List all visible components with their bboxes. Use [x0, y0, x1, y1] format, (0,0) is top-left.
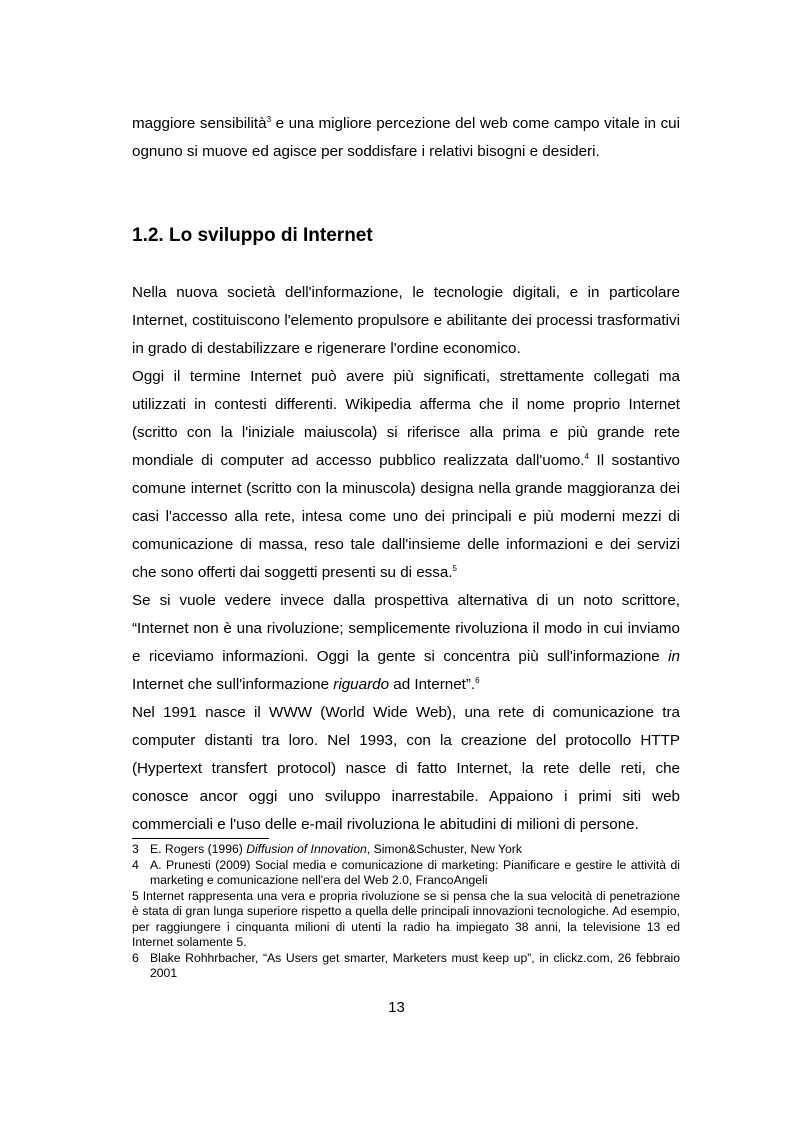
footnote-text: A. Prunesti (2009) Social media e comunicazione di marketing: Pianificare e gestire le attività di marketing e comunicazione nell'era del Web 2.0, FrancoAngeli — [150, 857, 680, 887]
paragraph-1: Nella nuova società dell'informazione, le tecnologie digitali, e in particolare Internet, costituiscono l'elemento propulsore e abilitante dei processi trasformativi in grado di destabilizzare e rigenerare l'ordine economico. — [132, 284, 680, 357]
paragraph-2-text-continued: Il sostantivo comune internet (scritto con la minuscola) designa nella grande maggioranza dei casi l'accesso alla rete, intesa come uno dei principali e più moderni mezzi di comunicazione di massa, reso tale dall'insieme delle informazioni e dei servizi che sono offerti dai soggetti presenti su di essa. — [132, 452, 680, 581]
footnote-number: 6 — [132, 950, 139, 965]
paragraph-3-italic-in: in — [668, 648, 680, 665]
footnote-5: 5 Internet rappresenta una vera e propria rivoluzione se si pensa che la sua velocità di penetrazione è stata di gran lunga superiore rispetto a quella delle principali innovazioni tecnologiche. Ad esempio, per raggiungere i cinquanta milioni di utenti la radio ha impiegato 38 anni, la televisione 13 ed Internet solamente 5. — [132, 888, 680, 949]
intro-text: maggiore sensibilità — [132, 115, 267, 132]
section-title: 1.2. Lo sviluppo di Internet — [132, 225, 373, 246]
footnote-text: E. Rogers (1996) — [150, 842, 247, 856]
paragraph-3-text-middle: Internet che sull'informazione — [132, 676, 334, 693]
paragraph-3-italic-riguardo: riguardo — [333, 676, 390, 693]
footnotes — [132, 842, 680, 982]
intro-text-continued: e una migliore percezione del web come campo vitale in cui ognuno si muove ed agisce per soddisfare i relativi bisogni e desideri. — [132, 115, 680, 160]
footnote-text: Blake Rohhrbacher, “As Users get smarter, Marketers must keep up”, in clickz.com, 26 febbraio 2001 — [150, 950, 680, 980]
paragraph-3-text-end: ad Internet”. — [389, 676, 476, 693]
footnote-3 — [132, 842, 680, 858]
footnote-6 — [132, 951, 680, 982]
footnote-4 — [132, 858, 680, 889]
paragraph-3 — [132, 587, 680, 699]
footnote-ref-6[interactable]: 6 — [475, 675, 480, 685]
section-body — [132, 279, 680, 839]
page-number: 13 — [388, 999, 405, 1016]
paragraph-2 — [132, 363, 680, 587]
footnote-text-end: , Simon&Schuster, New York — [366, 842, 522, 856]
footnote-ref-5[interactable]: 5 — [452, 563, 457, 573]
footnote-ref-3[interactable]: 3 — [266, 114, 272, 124]
footnote-number: 4 — [132, 857, 139, 872]
footnote-separator — [132, 838, 269, 839]
intro-paragraph — [132, 110, 680, 166]
footnote-italic-title: Diffusion of Innovation — [246, 842, 367, 856]
paragraph-2-text: Oggi il termine Internet può avere più significati, strettamente collegati ma utilizzati in contesti differenti. Wikipedia afferma che il nome proprio Internet (scritto con la l'iniziale maiuscola) si riferisce alla prima e più grande rete mondiale di computer ad accesso pubblico realizzata dall'uomo. — [132, 368, 680, 469]
paragraph-3-text: Se si vuole vedere invece dalla prospettiva alternativa di un noto scrittore, “Internet non è una rivoluzione; semplicemente rivoluziona il modo in cui inviamo e riceviamo informazioni. Oggi la gente si concentra più sull'informazione — [132, 592, 680, 665]
footnote-number: 3 — [132, 842, 139, 856]
footnote-ref-4[interactable]: 4 — [584, 451, 589, 461]
paragraph-4: Nel 1991 nasce il WWW (World Wide Web), una rete di comunicazione tra computer distanti tra loro. Nel 1993, con la creazione del protocollo HTTP (Hypertext transfert protocol) nasce di fatto Internet, la rete delle reti, che conosce ancor oggi uno sviluppo inarrestabile. Appaiono i primi siti web commerciali e l'uso delle e-mail rivoluziona le abitudini di milioni di persone. — [132, 704, 680, 833]
